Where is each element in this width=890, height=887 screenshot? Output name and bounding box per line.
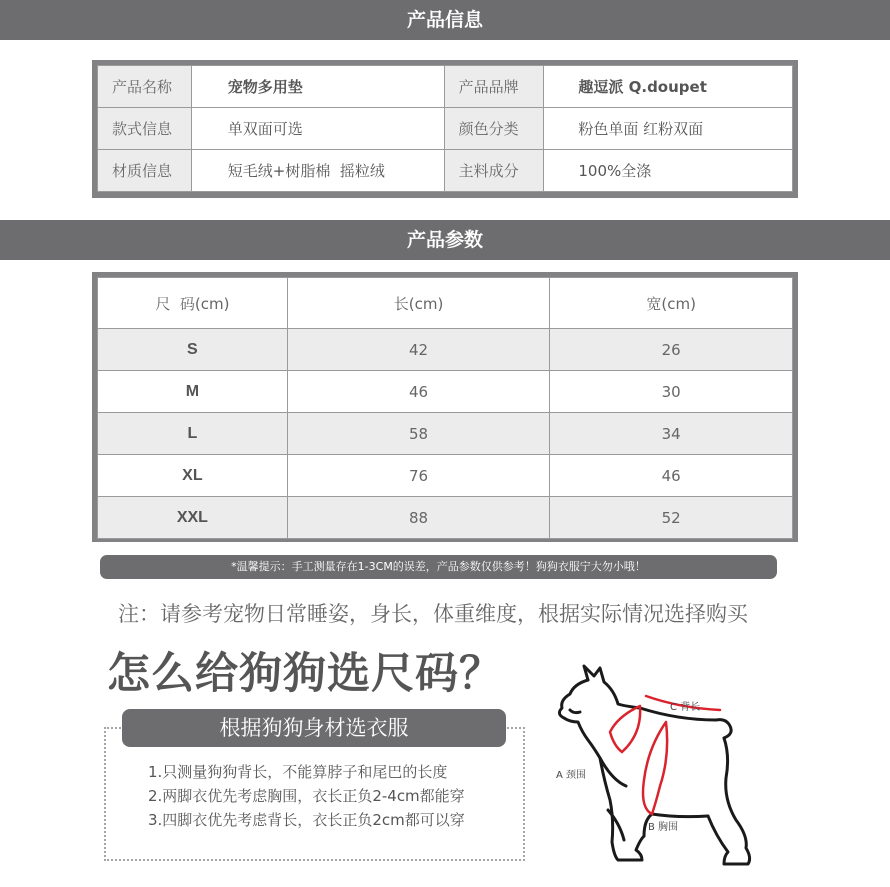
guide-rules [148,760,465,832]
size-cell: M [98,371,288,413]
chest-measure-line [643,722,667,814]
info-value: 短毛绒+树脂棉 摇粒绒 [191,150,444,192]
length-header: 长(cm) [287,278,550,329]
info-label: 产品品牌 [444,66,544,108]
guide-subtitle: 根据狗狗身材选衣服 [122,709,506,747]
width-cell: 30 [550,371,793,413]
size-table-frame [92,272,798,542]
back-label: C 背长 [670,702,701,713]
info-row [98,150,793,192]
info-row [98,66,793,108]
width-cell: 26 [550,329,793,371]
rule-item: 1.只测量狗狗背长，不能算脖子和尾巴的长度 [148,763,448,781]
table-row [98,497,793,539]
width-cell: 34 [550,413,793,455]
length-cell: 42 [287,329,550,371]
neck-label: A 颈围 [556,770,587,781]
neck-measure-line [610,706,640,752]
info-label: 主料成分 [444,150,544,192]
dog-measure-illustration [548,660,808,875]
info-value: 100%全涤 [544,150,793,192]
guide-title: 怎么给狗狗选尺码？ [107,649,503,699]
length-cell: 58 [287,413,550,455]
section-header-product-params: 产品参数 [0,220,890,260]
info-value: 趣逗派 Q.doupet [544,66,793,108]
table-row [98,413,793,455]
table-row [98,329,793,371]
length-cell: 76 [287,455,550,497]
info-label: 材质信息 [98,150,192,192]
table-row [98,371,793,413]
size-cell: XL [98,455,288,497]
rule-item: 3.四脚衣优先考虑背长，衣长正负2cm都可以穿 [148,811,465,829]
width-cell: 46 [550,455,793,497]
size-table [97,277,793,539]
rule-item: 2.两脚衣优先考虑胸围，衣长正负2-4cm都能穿 [148,787,465,805]
product-info-frame [92,60,798,198]
length-cell: 88 [287,497,550,539]
size-cell: S [98,329,288,371]
length-cell: 46 [287,371,550,413]
info-label: 产品名称 [98,66,192,108]
size-cell: L [98,413,288,455]
section-header-product-info: 产品信息 [0,0,890,40]
table-row [98,455,793,497]
info-value: 单双面可选 [191,108,444,150]
info-row [98,108,793,150]
info-value: 宠物多用垫 [191,66,444,108]
info-value: 粉色单面 红粉双面 [544,108,793,150]
dog-outline-icon [559,666,749,864]
info-label: 款式信息 [98,108,192,150]
width-header: 宽(cm) [550,278,793,329]
tip-banner: *温馨提示：手工测量存在1-3CM的误差，产品参数仅供参考！狗狗衣服宁大勿小哦！ [100,555,777,579]
size-header-row [98,278,793,329]
chest-label: B 胸围 [648,822,679,833]
product-info-table [97,65,793,192]
note-text: 注：请参考宠物日常睡姿，身长，体重维度，根据实际情况选择购买 [118,602,748,626]
info-label: 颜色分类 [444,108,544,150]
width-cell: 52 [550,497,793,539]
size-cell: XXL [98,497,288,539]
size-header: 尺 码(cm) [98,278,288,329]
